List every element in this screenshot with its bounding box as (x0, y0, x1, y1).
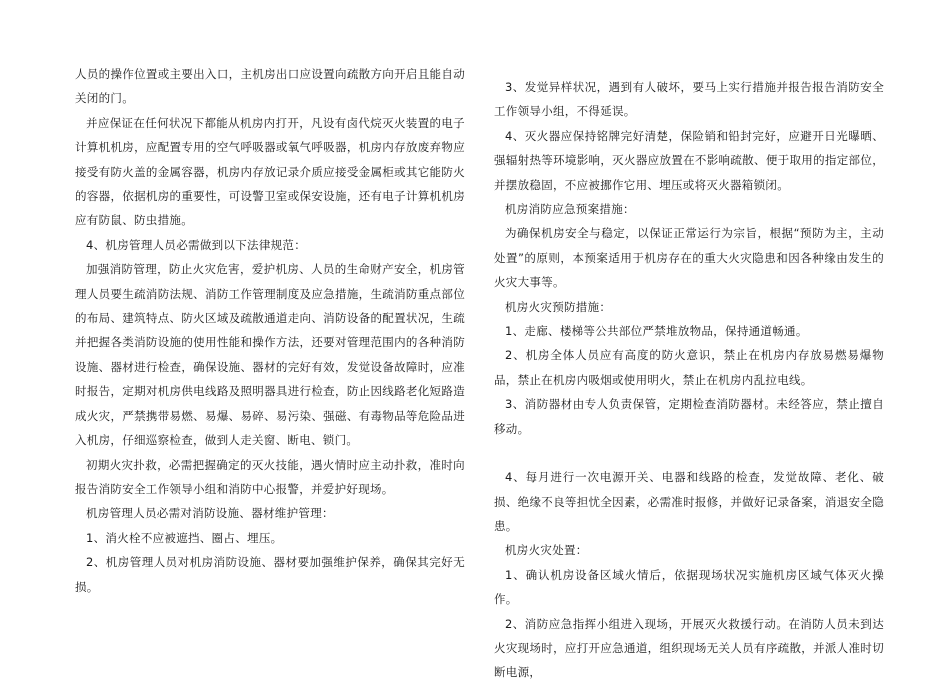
paragraph: 4、每月进行一次电源开关、电器和线路的检查，发觉故障、老化、破损、绝缘不良等担忧全因素，必需准时报修，并做好记录备案，消退安全隐患。 (494, 470, 884, 533)
paragraph: 2、消防应急指挥小组进入现场，开展灭火救援行动。在消防人员未到达火灾现场时，应打开应急通道，组织现场无关人员有序疏散，并派人准时切断电源， (494, 616, 884, 680)
paragraph: 机房管理人员必需对消防设施、器材维护管理： (86, 506, 334, 521)
paragraph: 并应保证在任何状况下都能从机房内打开，凡设有卤代烷灭火装置的电子计算机机房，应配置专用的空气呼吸器或氧气呼吸器，机房内存放废弃物应接受有防火盖的金属容器，机房内存放记录介质应接受金属柜或其它能防火的容器，依据机房的重要性，可设警卫室或保安设施，还有电子计算机机房应有防鼠、防虫措施。 (75, 115, 465, 228)
paragraph: 4、灭火器应保持铭牌完好清楚，保险销和铅封完好，应避开日光曝晒、强辐射热等环境影响，灭火器应放置在不影响疏散、便于取用的指定部位，并摆放稳固，不应被挪作它用、埋压或将灭火器箱锁闭。 (494, 128, 884, 192)
paragraph: 4、机房管理人员必需做到以下法律规范： (86, 237, 307, 252)
paragraph: 为确保机房安全与稳定，以保证正常运行为宗旨，根据“预防为主，主动处置”的原则，本预案适用于机房存在的重大火灾隐患和因各种缘由发生的火灾大事等。 (494, 226, 884, 290)
paragraph-gap (494, 441, 884, 465)
left-column (75, 62, 465, 599)
paragraph: 3、消防器材由专人负责保管，定期检查消防器材。未经答应，禁止擅自移动。 (494, 397, 884, 436)
paragraph: 机房火灾处置： (505, 543, 588, 558)
paragraph: 1、消火栓不应被遮挡、圈占、埋压。 (86, 530, 283, 545)
paragraph: 初期火灾扑救，必需把握确定的灭火技能，遇火情时应主动扑救，准时向报告消防安全工作领导小组和消防中心报警，并爱护好现场。 (75, 457, 465, 496)
paragraph: 机房火灾预防措施： (505, 299, 612, 314)
paragraph: 1、确认机房设备区域火情后，依据现场状况实施机房区域气体灭火操作。 (494, 567, 884, 607)
right-column (494, 75, 884, 685)
paragraph: 2、机房管理人员对机房消防设施、器材要加强维护保养，确保其完好无损。 (75, 555, 465, 594)
paragraph: 人员的操作位置或主要出入口，主机房出口应设置向疏散方向开启且能自动关闭的门。 (75, 67, 465, 106)
paragraph: 机房消防应急预案措施： (505, 202, 635, 217)
paragraph: 加强消防管理，防止火灾危害，爱护机房、人员的生命财产安全，机房管理人员要生疏消防法规、消防工作管理制度及应急措施，生疏消防重点部位的布局、建筑特点、防火区域及疏散通道走向、消防设备的配置状况，生疏并把握各类消防设施的使用性能和操作方法，还要对管理范围内的各种消防设施、器材进行检查，确保设施、器材的完好有效，发觉设备故障时，应准时报告，定期对机房供电线路及照明器具进行检查，防止因线路老化短路造成火灾，严禁携带易燃、易爆、易碎、易污染、强磁、有毒物品等危险品进入机房，仔细巡察检查，做到人走关窗、断电、锁门。 (75, 262, 465, 448)
paragraph: 2、机房全体人员应有高度的防火意识，禁止在机房内存放易燃易爆物品，禁止在机房内吸烟或使用明火，禁止在机房内乱拉电线。 (494, 348, 884, 387)
paragraph: 1、走廊、楼梯等公共部位严禁堆放物品，保持通道畅通。 (505, 324, 808, 339)
paragraph: 3、发觉异样状况，遇到有人破坏，要马上实行措施并报告报告消防安全工作领导小组，不得延误。 (494, 80, 884, 119)
